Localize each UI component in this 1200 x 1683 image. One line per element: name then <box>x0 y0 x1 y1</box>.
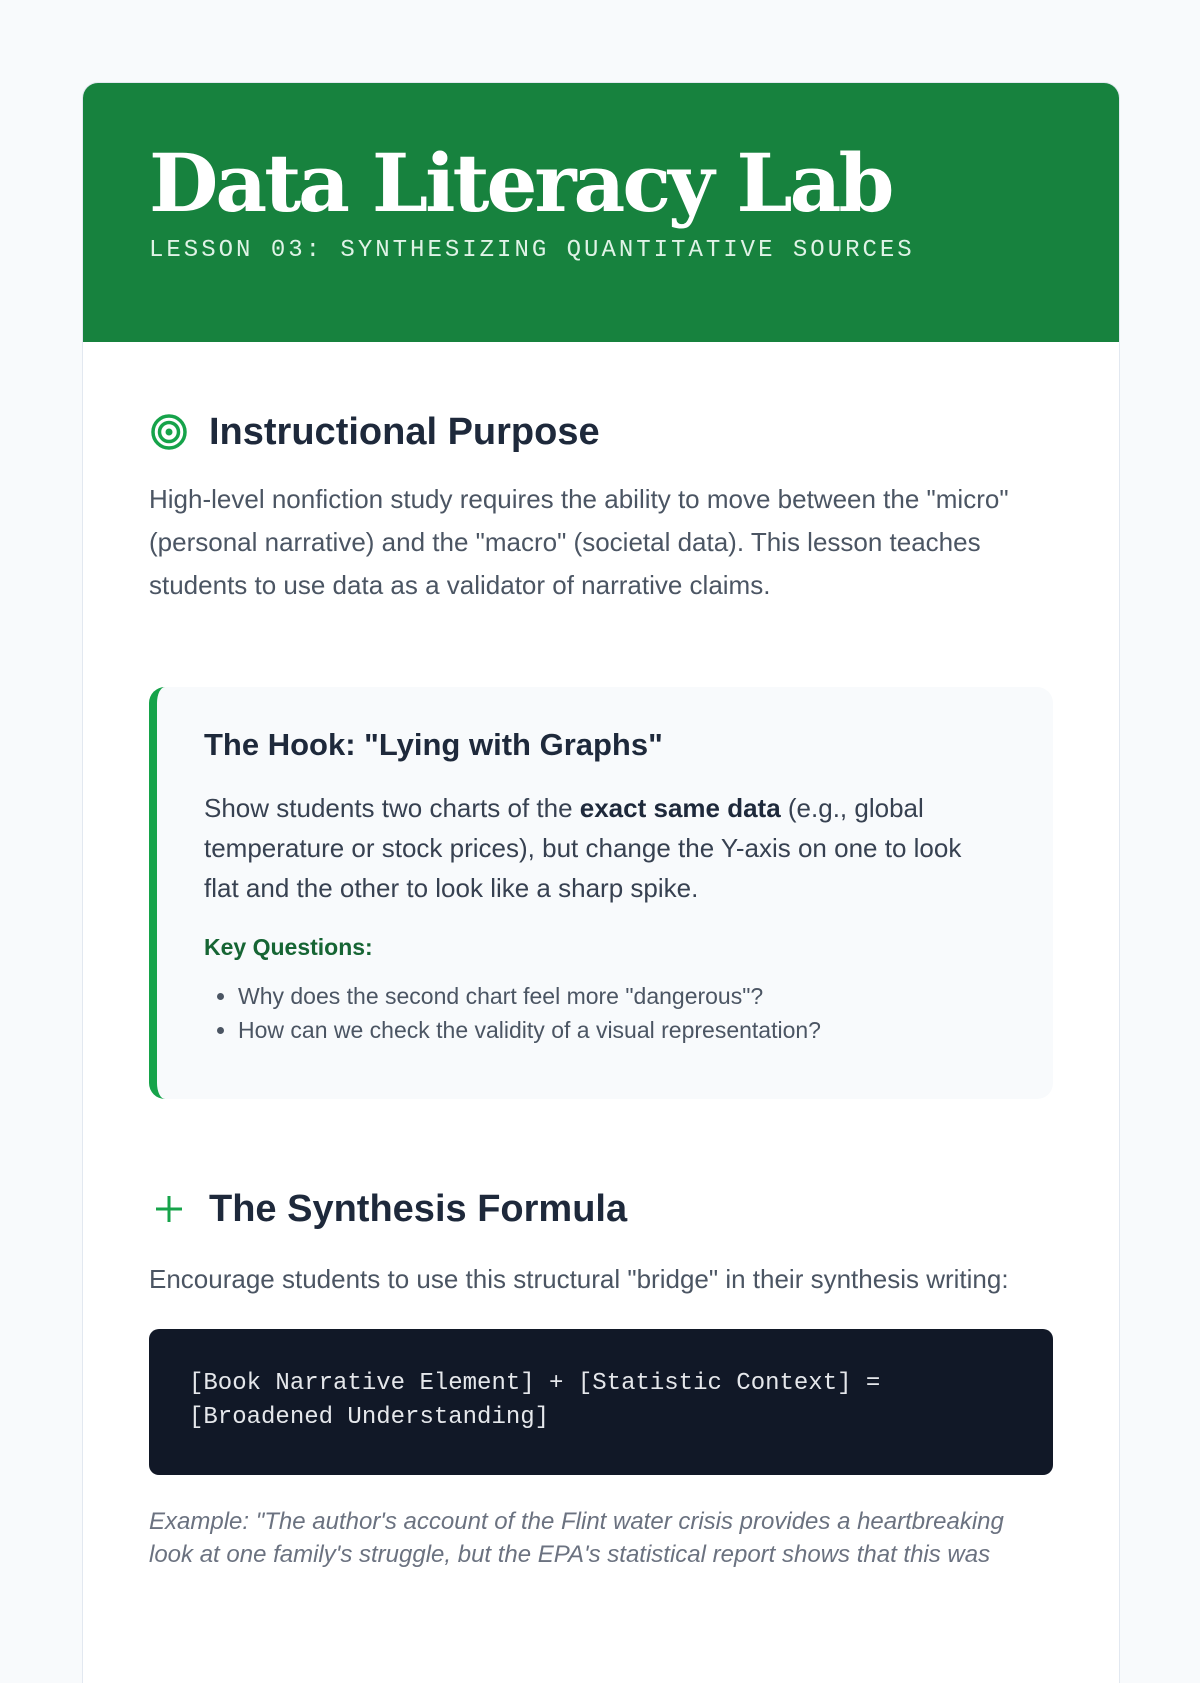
hook-text <box>204 788 993 908</box>
example-text: Example: "The author's account of the Flint water crisis provides a heartbreaking look at one family's struggle, but the EPA's statistical report shows that this was <box>149 1508 1004 1568</box>
synthesis-section <box>149 1185 1053 1571</box>
lesson-card <box>82 82 1120 1683</box>
purpose-text: High-level nonfiction study requires the ability to move between the "micro" (personal narrative) and the "macro" (societal data). This lesson teaches students to use data as a validator of narrative claims. <box>149 484 1009 600</box>
formula-code-block: [Book Narrative Element] + [Statistic Context] = [Broadened Understanding] <box>149 1329 1053 1475</box>
synthesis-section-header <box>149 1185 1053 1233</box>
hook-title: The Hook: "Lying with Graphs" <box>204 727 663 762</box>
hook-callout <box>149 687 1053 1099</box>
hook-text-start: Show students two charts of the <box>204 793 580 823</box>
lesson-header <box>83 83 1119 342</box>
list-item: • Why does the second chart feel more "dangerous"? <box>238 979 993 1013</box>
hook-text-end: (e.g., global temperature or stock prices), but change the Y-axis on one to look flat and the other to look like a sharp spike. <box>204 793 962 903</box>
key-questions-list <box>204 979 993 1047</box>
key-questions-label: Key Questions: <box>204 934 373 960</box>
lesson-body <box>83 342 1119 1571</box>
purpose-section-header <box>149 408 1053 456</box>
lesson-subtitle: LESSON 03: SYNTHESIZING QUANTITATIVE SOURCES <box>149 237 915 264</box>
list-item: • How can we check the validity of a visual representation? <box>238 1013 993 1047</box>
purpose-title: Instructional Purpose <box>209 410 600 453</box>
plus-icon <box>149 1189 189 1229</box>
hook-text-emphasis: exact same data <box>579 793 781 823</box>
synthesis-text: Encourage students to use this structural "bridge" in their synthesis writing: <box>149 1264 1009 1294</box>
page-title: Data Literacy Lab <box>149 136 892 230</box>
synthesis-title: The Synthesis Formula <box>209 1187 628 1230</box>
target-icon <box>149 412 189 452</box>
